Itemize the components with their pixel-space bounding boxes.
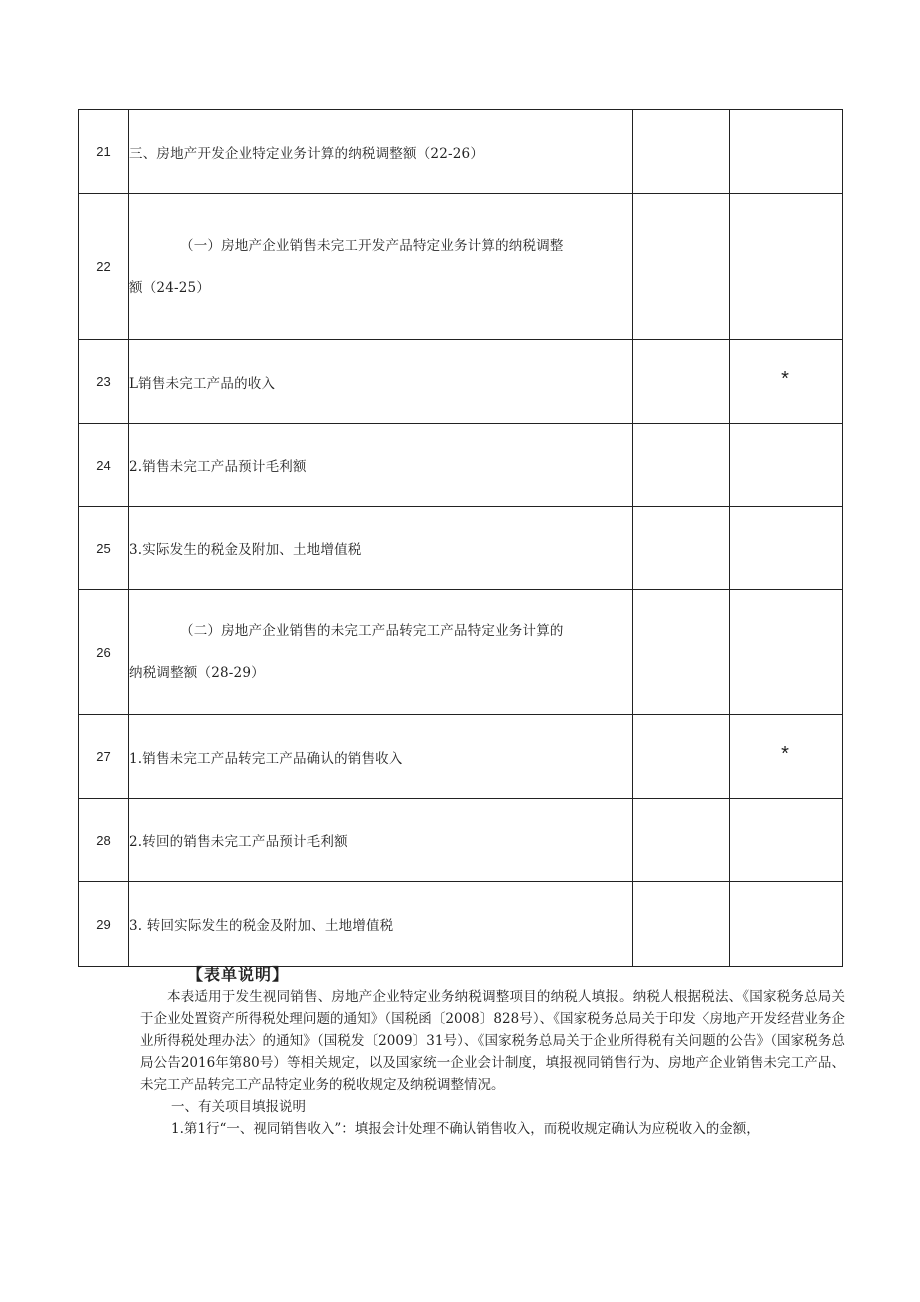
amount-cell-1[interactable]	[633, 715, 730, 799]
amount-cell-2[interactable]	[730, 110, 843, 194]
row-label: 2.销售未完工产品预计毛利额	[129, 424, 633, 507]
notes-heading: 【表单说明】	[187, 965, 290, 984]
amount-cell-2	[730, 340, 843, 424]
table-row	[79, 590, 843, 715]
amount-cell-2	[730, 715, 843, 799]
amount-cell-2[interactable]	[730, 590, 843, 715]
row-label: L销售未完工产品的收入	[129, 340, 633, 424]
amount-cell-1[interactable]	[633, 194, 730, 340]
row-number: 28	[79, 799, 129, 882]
row-label: 3.实际发生的税金及附加、土地增值税	[129, 507, 633, 590]
row-label-line2: 额（24-25）	[129, 279, 211, 296]
row-label	[129, 194, 633, 340]
amount-cell-1[interactable]	[633, 590, 730, 715]
tax-adjustment-table	[78, 109, 843, 967]
row-number: 26	[79, 590, 129, 715]
na-marker: *	[781, 743, 789, 765]
form-notes	[140, 964, 845, 1140]
row-label: 三、房地产开发企业特定业务计算的纳税调整额（22-26）	[129, 110, 633, 194]
table-row	[79, 507, 843, 590]
row-number: 24	[79, 424, 129, 507]
table-row	[79, 715, 843, 799]
row-number: 21	[79, 110, 129, 194]
table-row	[79, 424, 843, 507]
notes-item-1: 1.第1行“一、视同销售收入”：填报会计处理不确认销售收入，而税收规定确认为应税收入的金额，	[171, 1121, 760, 1137]
amount-cell-1[interactable]	[633, 507, 730, 590]
amount-cell-1[interactable]	[633, 110, 730, 194]
na-marker: *	[781, 368, 789, 390]
table-row	[79, 799, 843, 882]
row-label: 2.转回的销售未完工产品预计毛利额	[129, 799, 633, 882]
row-number: 25	[79, 507, 129, 590]
row-number: 23	[79, 340, 129, 424]
row-label-line1: （一）房地产企业销售未完工开发产品特定业务计算的纳税调整	[180, 237, 564, 254]
row-label-line2: 纳税调整额（28-29）	[129, 665, 265, 681]
amount-cell-2[interactable]	[730, 194, 843, 340]
table-row	[79, 882, 843, 967]
row-number: 27	[79, 715, 129, 799]
row-label	[129, 590, 633, 715]
notes-section-title: 一、有关项目填报说明	[171, 1099, 306, 1115]
amount-cell-2[interactable]	[730, 507, 843, 590]
row-label: 1.销售未完工产品转完工产品确认的销售收入	[129, 715, 633, 799]
table-row	[79, 340, 843, 424]
amount-cell-2[interactable]	[730, 424, 843, 507]
row-label-line1: （二）房地产企业销售的未完工产品转完工产品特定业务计算的	[180, 623, 564, 639]
row-number: 29	[79, 882, 129, 967]
amount-cell-2[interactable]	[730, 882, 843, 967]
notes-paragraph: 本表适用于发生视同销售、房地产企业特定业务纳税调整项目的纳税人填报。纳税人根据税法、《国家税务总局关于企业处置资产所得税处理问题的通知》（国税函〔2008〕828号）、《国家税务总局关于印发〈房地产开发经营业务企业所得税处理办法〉的通知》（国税发〔2009〕31号）、《国家税务总局关于企业所得税有关问题的公告》（国家税务总局公告2016年第80号）等相关规定，以及国家统一企业会计制度，填报视同销售行为、房地产企业销售未完工产品、未完工产品转完工产品特定业务的税收规定及纳税调整情况。	[140, 989, 845, 1093]
amount-cell-1[interactable]	[633, 424, 730, 507]
amount-cell-2[interactable]	[730, 799, 843, 882]
row-label: 3. 转回实际发生的税金及附加、土地增值税	[129, 882, 633, 967]
row-number: 22	[79, 194, 129, 340]
amount-cell-1[interactable]	[633, 799, 730, 882]
amount-cell-1[interactable]	[633, 340, 730, 424]
amount-cell-1[interactable]	[633, 882, 730, 967]
table-row	[79, 194, 843, 340]
table-row	[79, 110, 843, 194]
